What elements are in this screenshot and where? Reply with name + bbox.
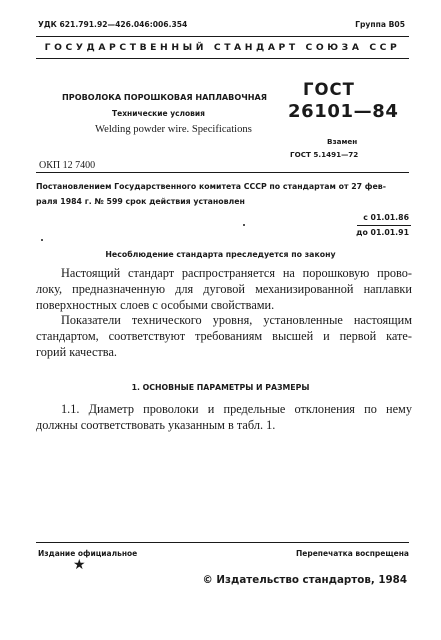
star-icon: ★	[73, 557, 86, 573]
standard-banner: ГОСУДАРСТВЕННЫЙ СТАНДАРТ СОЮЗА ССР	[44, 42, 401, 53]
print-speck	[41, 239, 43, 241]
gost-label: ГОСТ	[303, 80, 355, 99]
paragraph-line: Настоящий стандарт распространяется на порошковую прово-	[61, 266, 412, 280]
decree-line-1: Постановлением Государственного комитета СССР по стандартам от 27 фев-	[36, 182, 386, 191]
decree-line-2: раля 1984 г. № 599 срок действия установлен	[36, 197, 245, 206]
paragraph-line: 1.1. Диаметр проволоки и предельные отклонения по нему	[61, 402, 412, 416]
replaces-label: Взамен	[327, 137, 358, 146]
okp-rule	[36, 172, 409, 173]
reprint-prohibited-label: Перепечатка воспрещена	[295, 549, 409, 558]
date-separator-rule	[357, 225, 411, 226]
paragraph-line: Показатели технического уровня, установленные настоящим	[61, 313, 412, 327]
copyright-notice: © Издательство стандартов, 1984	[202, 574, 407, 586]
english-title: Welding powder wire. Specifications	[95, 124, 252, 135]
group-code: Группа В05	[355, 20, 405, 29]
okp-code: ОКП 12 7400	[39, 160, 96, 171]
paragraph-line: поверхностных слоев с особыми свойствами.	[36, 298, 275, 312]
footer-rule	[36, 542, 409, 543]
header-bottom-rule	[36, 58, 409, 59]
document-subtitle: Технические условия	[112, 109, 205, 118]
paragraph-line: горий качества.	[36, 345, 117, 359]
replaces-value: ГОСТ 5.1491—72	[290, 150, 359, 159]
paragraph-line: локу, предназначенную для дуговой механизированной наплавки	[36, 282, 412, 296]
paragraph-line: должны соответствовать указанным в табл. 1.	[36, 418, 276, 432]
header-top-rule	[36, 36, 409, 37]
legal-warning: Несоблюдение стандарта преследуется по закону	[105, 250, 336, 259]
document-title: ПРОВОЛОКА ПОРОШКОВАЯ НАПЛАВОЧНАЯ	[62, 92, 268, 102]
paragraph-line: стандартом, соответствуют требованиям высшей и первой кате-	[36, 329, 412, 343]
udk-code: УДК 621.791.92—426.046:006.354	[38, 20, 188, 29]
effective-date-from: с 01.01.86	[363, 213, 409, 222]
section-heading: 1. ОСНОВНЫЕ ПАРАМЕТРЫ И РАЗМЕРЫ	[131, 383, 310, 392]
gost-number: 26101—84	[288, 101, 399, 122]
official-edition-label: Издание официальное	[38, 549, 138, 558]
print-speck	[243, 224, 245, 226]
effective-date-to: до 01.01.91	[356, 228, 409, 237]
